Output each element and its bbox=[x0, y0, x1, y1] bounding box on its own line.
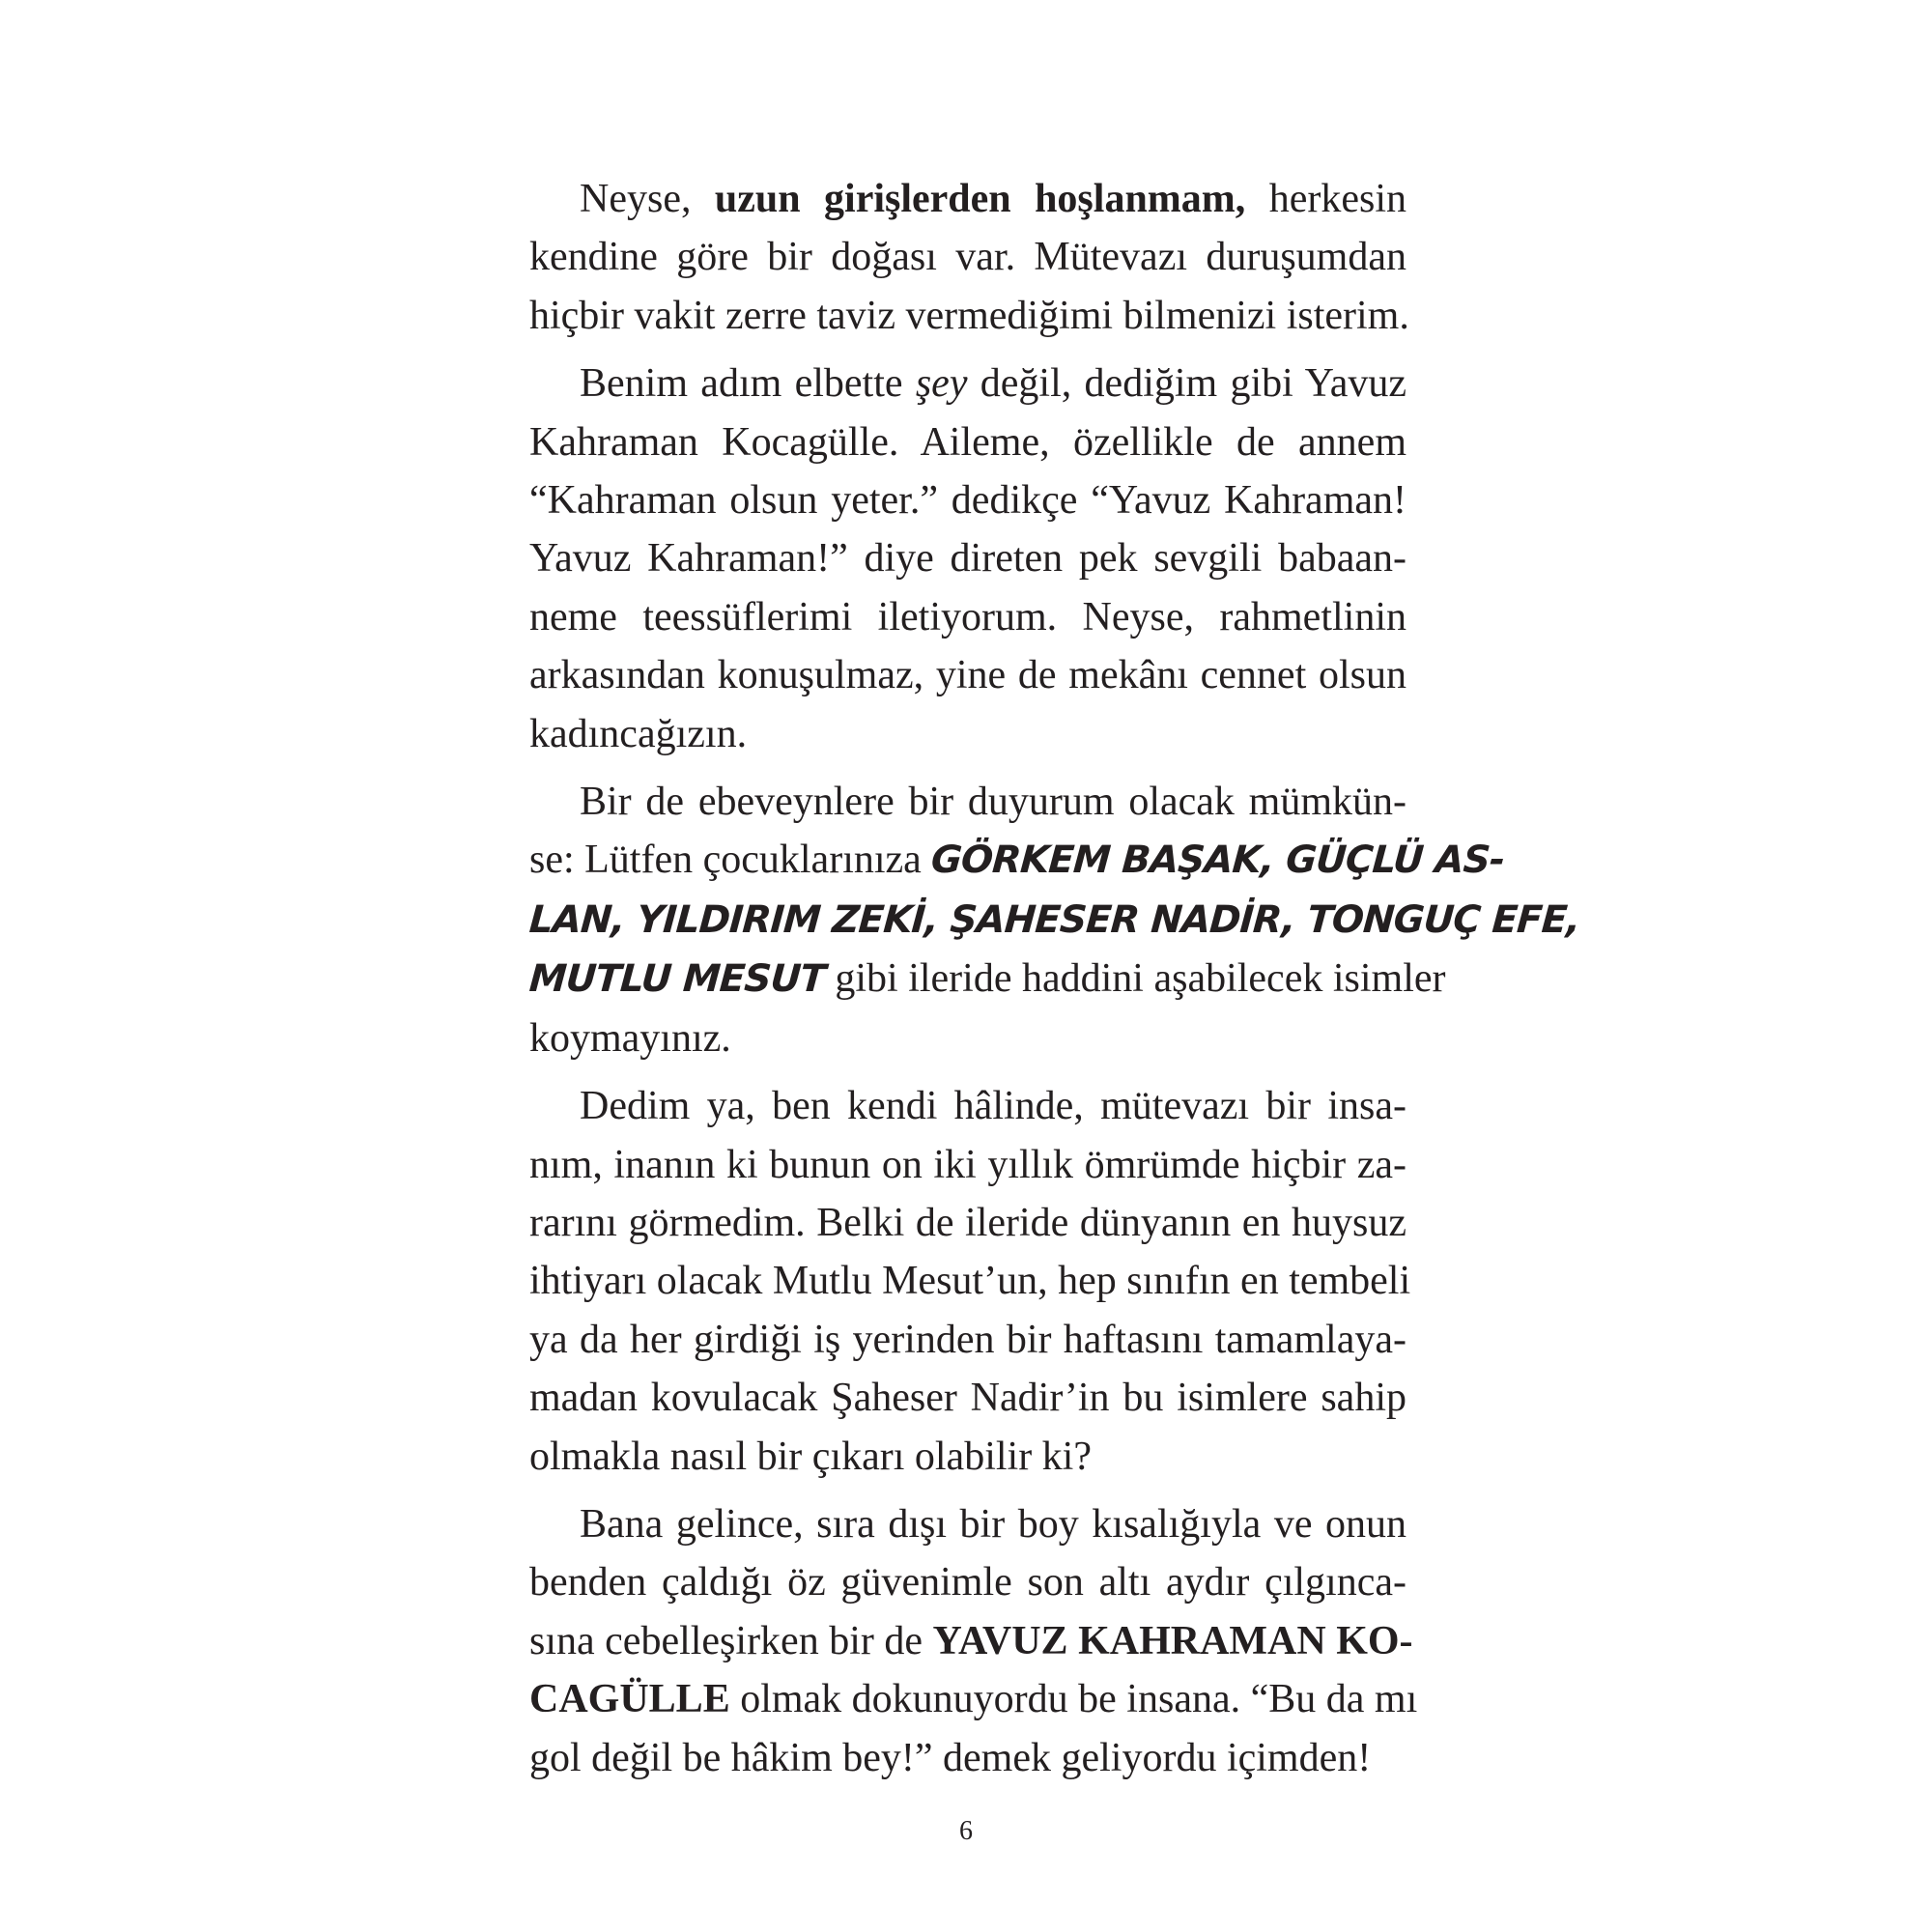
text-line bbox=[529, 355, 1406, 412]
text-span: Neyse, bbox=[580, 177, 715, 221]
text-span: neme teessüflerimi iletiyorum. Neyse, rahmetlinin bbox=[529, 594, 1406, 639]
text-span: herkesin bbox=[1245, 177, 1406, 221]
text-line bbox=[529, 413, 1406, 471]
text-line bbox=[529, 1553, 1406, 1611]
text-span: Bana gelince, sıra dışı bir boy kısalığıyla ve onun bbox=[580, 1501, 1406, 1547]
text-span: se: Lütfen çocuklarınıza bbox=[529, 838, 932, 883]
text-line bbox=[529, 1670, 1418, 1728]
text-span: Bir de ebeveynlere bir duyurum olacak mümkün- bbox=[580, 780, 1406, 825]
text-line bbox=[529, 1136, 1406, 1194]
text-span: madan kovulacak Şaheser Nadir’in bu isimlere sahip bbox=[529, 1376, 1406, 1421]
paragraph bbox=[529, 1495, 1418, 1787]
text-line bbox=[529, 1369, 1406, 1427]
text-line bbox=[529, 1311, 1406, 1369]
text-span: gibi ileride haddini aşabilecek isimler bbox=[824, 956, 1446, 1002]
text-span: ihtiyarı olacak Mutlu Mesut’un, hep sınıfın en tembeli bbox=[529, 1259, 1411, 1304]
text-span: değil, dediğim gibi Yavuz bbox=[967, 361, 1407, 407]
text-span: “Kahraman olsun yeter.” dedikçe “Yavuz Kahraman! bbox=[529, 478, 1406, 524]
text-line bbox=[529, 228, 1406, 286]
text-line bbox=[527, 950, 1446, 1009]
text-line bbox=[529, 1009, 1406, 1067]
text-line bbox=[529, 773, 1406, 831]
italic-text: şey bbox=[915, 361, 968, 407]
text-span: koymayınız. bbox=[529, 1015, 731, 1061]
text-span: ya da her girdiği iş yerinden bir haftasını tamamlaya- bbox=[529, 1317, 1406, 1362]
paragraph bbox=[529, 170, 1409, 345]
text-line bbox=[529, 588, 1406, 646]
text-span: olmak dokunuyordu be insana. “Bu da mı bbox=[729, 1677, 1418, 1722]
text-line bbox=[529, 1729, 1406, 1787]
text-line bbox=[529, 287, 1409, 345]
highlighted-names: GÖRKEM BAŞAK, GÜÇLÜ AS- bbox=[929, 838, 1506, 883]
text-span: nım, inanın ki bunun on iki yıllık ömrümde hiçbir za- bbox=[529, 1142, 1406, 1187]
text-line bbox=[529, 1252, 1411, 1310]
text-span: sına cebelleşirken bir de bbox=[529, 1618, 933, 1663]
highlighted-names: MUTLU MESUT bbox=[527, 957, 827, 1002]
page-number: 6 bbox=[959, 1816, 973, 1846]
bold-text: CAGÜLLE bbox=[529, 1677, 730, 1722]
text-line bbox=[529, 471, 1406, 529]
highlighted-names: LAN, YILDIRIM ZEKİ, ŞAHESER NADİR, TONGUÇ EFE, bbox=[527, 897, 1581, 942]
text-line bbox=[529, 1194, 1406, 1252]
text-span: Kahraman Kocagülle. Aileme, özellikle de annem bbox=[529, 419, 1406, 465]
text-span: Benim adım elbette bbox=[580, 361, 916, 407]
text-span: Dedim ya, ben kendi hâlinde, mütevazı bir insa- bbox=[580, 1084, 1406, 1129]
text-line bbox=[529, 529, 1406, 587]
text-span: benden çaldığı öz güvenimle son altı aydır çılgınca- bbox=[529, 1560, 1406, 1605]
paragraph bbox=[529, 1077, 1411, 1486]
text-span: olmakla nasıl bir çıkarı olabilir ki? bbox=[529, 1434, 1092, 1479]
text-span: gol değil be hâkim bey!” demek geliyordu içimden! bbox=[529, 1735, 1372, 1780]
text-span: arkasından konuşulmaz, yine de mekânı cennet olsun bbox=[529, 653, 1406, 698]
bold-text: uzun girişlerden hoşlanmam, bbox=[714, 177, 1246, 221]
text-line bbox=[529, 705, 1406, 763]
text-line bbox=[529, 1495, 1406, 1553]
text-span: rarını görmedim. Belki de ileride dünyanın en huysuz bbox=[529, 1200, 1406, 1245]
paragraph bbox=[527, 773, 1581, 1067]
text-line bbox=[529, 1612, 1413, 1670]
paragraph bbox=[529, 355, 1406, 763]
bold-text: YAVUZ KAHRAMAN KO- bbox=[932, 1618, 1413, 1663]
text-span: hiçbir vakit zerre taviz vermediğimi bilmenizi isterim. bbox=[529, 293, 1409, 338]
text-line bbox=[529, 170, 1406, 228]
text-span: kadıncağızın. bbox=[529, 711, 748, 756]
text-line bbox=[529, 646, 1406, 704]
body-text bbox=[527, 170, 1581, 1797]
text-line bbox=[527, 891, 1581, 950]
text-span: kendine göre bir doğası var. Mütevazı duruşumdan bbox=[529, 235, 1406, 280]
text-line bbox=[529, 1428, 1406, 1486]
text-line bbox=[529, 831, 1506, 890]
text-span: Yavuz Kahraman!” diye direten pek sevgili babaan- bbox=[529, 536, 1406, 582]
text-line bbox=[529, 1077, 1406, 1135]
